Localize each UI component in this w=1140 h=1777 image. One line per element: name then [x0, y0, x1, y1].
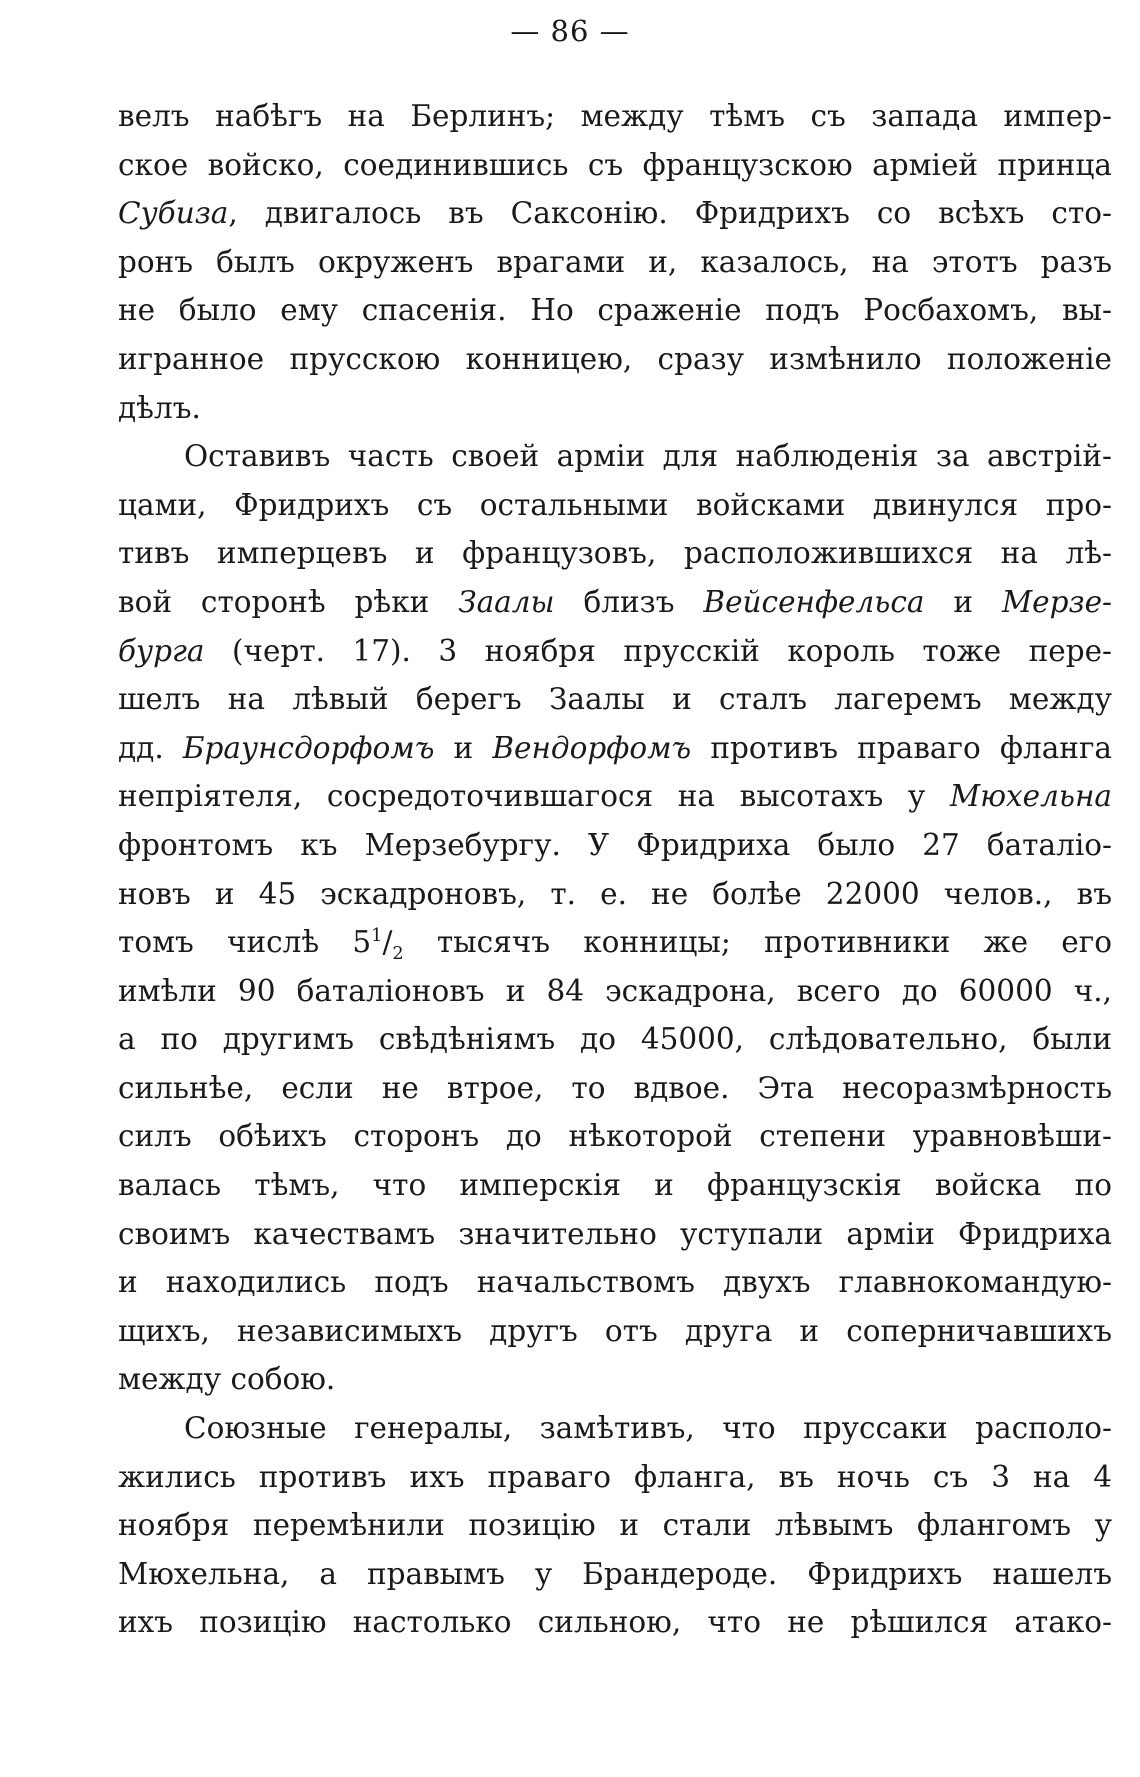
text-line	[118, 918, 1112, 967]
page-number: — 86 —	[510, 14, 630, 48]
text-run: (черт. 17). 3 ноября прусскій король тоже пере-	[204, 633, 1112, 668]
text-line: а по другимъ свѣдѣніямъ до 45000, слѣдовательно, были	[118, 1022, 1112, 1057]
fraction-slash: /	[382, 925, 393, 960]
fraction-numerator: 1	[371, 926, 383, 947]
text-line: тивъ имперцевъ и французовъ, расположившихся на лѣ-	[118, 536, 1112, 571]
text-run: тысячъ конницы; противники же его	[403, 925, 1112, 960]
text-line: имѣли 90 баталіоновъ и 84 эскадрона, всего до 60000 ч.,	[118, 973, 1112, 1008]
place-name: Вейсенфельса	[703, 584, 925, 619]
text-line: игранное прусскою конницею, сразу измѣнило положеніе	[118, 341, 1112, 376]
text-run: и	[434, 730, 493, 765]
text-line: щихъ, независимыхъ другъ отъ друга и соперничавшихъ	[118, 1313, 1112, 1348]
text-line: новъ и 45 эскадроновъ, т. е. не болѣе 22000 челов., въ	[118, 876, 1112, 911]
text-line	[118, 578, 1112, 627]
text-line: дѣлъ.	[118, 390, 201, 425]
text-line: Мюхельна, а правымъ у Брандероде. Фридрихъ нашелъ	[118, 1556, 1112, 1591]
text-run: дд.	[118, 730, 183, 765]
text-line: Союзные генералы, замѣтивъ, что пруссаки располо-	[184, 1411, 1112, 1446]
text-run: непріятеля, сосредоточившагося на высотахъ у	[118, 779, 950, 814]
text-run: , двигалось въ Саксонію. Фридрихъ со всѣхъ сто-	[228, 196, 1112, 231]
text-run: близъ	[554, 584, 704, 619]
text-run: томъ числѣ 5	[118, 925, 372, 960]
text-line: не было ему спасенія. Но сраженіе подъ Росбахомъ, вы-	[118, 293, 1112, 328]
text-line: валась тѣмъ, что имперскія и французскія войска по	[118, 1168, 1112, 1203]
text-line: и находились подъ начальствомъ двухъ главнокомандую-	[118, 1265, 1112, 1300]
place-name: Мюхельна	[949, 779, 1112, 814]
text-line: ронъ былъ окруженъ врагами и, казалось, на этотъ разъ	[118, 244, 1112, 279]
text-line: своимъ качествамъ значительно уступали арміи Фридриха	[118, 1216, 1112, 1251]
fraction-denominator: 2	[392, 943, 404, 964]
text-line: жились противъ ихъ праваго фланга, въ ночь съ 3 на 4	[118, 1459, 1112, 1494]
text-line	[118, 627, 1112, 676]
text-run: вой сторонѣ рѣки	[118, 584, 459, 619]
text-line: между собою.	[118, 1362, 336, 1397]
place-name: Браунсдорфомъ	[182, 730, 435, 765]
text-line	[118, 189, 1112, 238]
text-line: ноября перемѣнили позицію и стали лѣвымъ флангомъ у	[118, 1508, 1112, 1543]
text-run: противъ праваго фланга	[691, 730, 1112, 765]
text-line	[118, 772, 1112, 821]
text-line: ихъ позицію настолько сильною, что не рѣшился атако-	[118, 1605, 1112, 1640]
text-line: ское войско, соединившись съ французскою арміей принца	[118, 147, 1112, 182]
text-line: велъ набѣгъ на Берлинъ; между тѣмъ съ запада импер-	[118, 99, 1112, 133]
text-run: и	[924, 584, 1002, 619]
text-line: силъ обѣихъ сторонъ до нѣкоторой степени уравновѣши-	[118, 1119, 1112, 1154]
text-line: шелъ на лѣвый берегъ Заалы и сталъ лагеремъ между	[118, 682, 1112, 717]
place-name: Вендорфомъ	[492, 730, 692, 765]
place-name: Субиза	[118, 196, 229, 231]
text-line: сильнѣе, если не втрое, то вдвое. Эта несоразмѣрность	[118, 1070, 1112, 1105]
place-name: Заалы	[458, 584, 555, 619]
body-text	[118, 92, 1112, 1647]
text-line: Оставивъ часть своей арміи для наблюденія за австрій-	[184, 439, 1112, 474]
place-name: Мерзе-	[1001, 584, 1112, 619]
text-line: фронтомъ къ Мерзебургу. У Фридриха было 27 баталіо-	[118, 827, 1112, 862]
place-name: бурга	[118, 633, 205, 668]
text-line	[118, 724, 1112, 773]
text-line: цами, Фридрихъ съ остальными войсками двинулся про-	[118, 487, 1112, 522]
